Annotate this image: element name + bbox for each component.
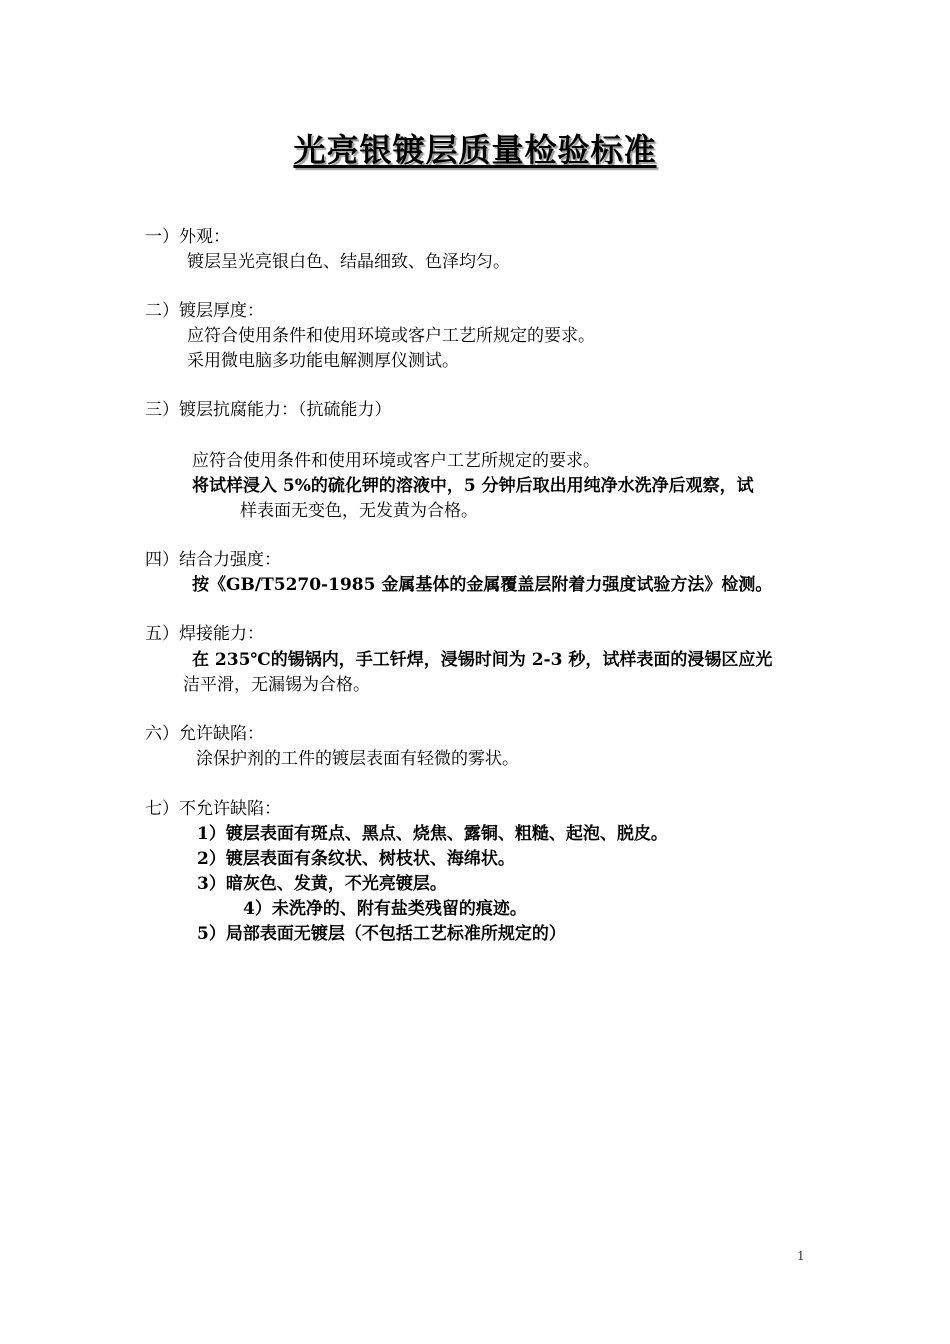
section-text-appearance: 镀层呈光亮银白色、结晶细致、色泽均匀。: [187, 252, 510, 272]
list-item: 4）未洗净的、附有盐类残留的痕迹。: [243, 899, 527, 919]
page-number: 1: [797, 1249, 805, 1263]
section-heading-solderability: 五）焊接能力：: [145, 624, 264, 644]
section-heading-adhesion: 四）结合力强度：: [145, 550, 281, 570]
section-text-corrosion-2: 将试样浸入 5%的硫化钾的溶液中，5 分钟后取出用纯净水洗净后观察，试: [192, 476, 754, 496]
list-item: 2）镀层表面有条纹状、树枝状、海绵状。: [197, 849, 515, 869]
list-item: 5）局部表面无镀层（不包括工艺标准所规定的）: [197, 924, 566, 944]
section-text-thickness-2: 采用微电脑多功能电解测厚仪测试。: [187, 351, 459, 371]
section-text-adhesion: 按《GB/T5270-1985 金属基体的金属覆盖层附着力强度试验方法》检测。: [192, 575, 773, 595]
section-text-thickness-1: 应符合使用条件和使用环境或客户工艺所规定的要求。: [187, 326, 595, 346]
section-heading-disallowed-defects: 七）不允许缺陷：: [145, 799, 281, 819]
section-text-allowed-defects: 涂保护剂的工件的镀层表面有轻微的雾状。: [196, 749, 519, 769]
section-text-corrosion-3: 样表面无变色，无发黄为合格。: [240, 501, 478, 521]
section-heading-allowed-defects: 六）允许缺陷：: [145, 724, 264, 744]
section-heading-appearance: 一）外观：: [145, 227, 230, 247]
document-title: 光亮银镀层质量检验标准: [293, 131, 657, 169]
section-text-solderability-2: 洁平滑，无漏锡为合格。: [183, 675, 370, 695]
section-text-corrosion-1: 应符合使用条件和使用环境或客户工艺所规定的要求。: [192, 451, 600, 471]
section-heading-thickness: 二）镀层厚度：: [145, 301, 264, 321]
list-item: 3）暗灰色、发黄，不光亮镀层。: [197, 874, 447, 894]
section-heading-corrosion: 三）镀层抗腐能力：（抗硫能力）: [145, 400, 392, 420]
list-item: 1）镀层表面有斑点、黑点、烧焦、露铜、粗糙、起泡、脱皮。: [197, 824, 668, 844]
section-text-solderability-1: 在 235℃的锡锅内，手工钎焊，浸锡时间为 2-3 秒，试样表面的浸锡区应光: [192, 650, 773, 670]
